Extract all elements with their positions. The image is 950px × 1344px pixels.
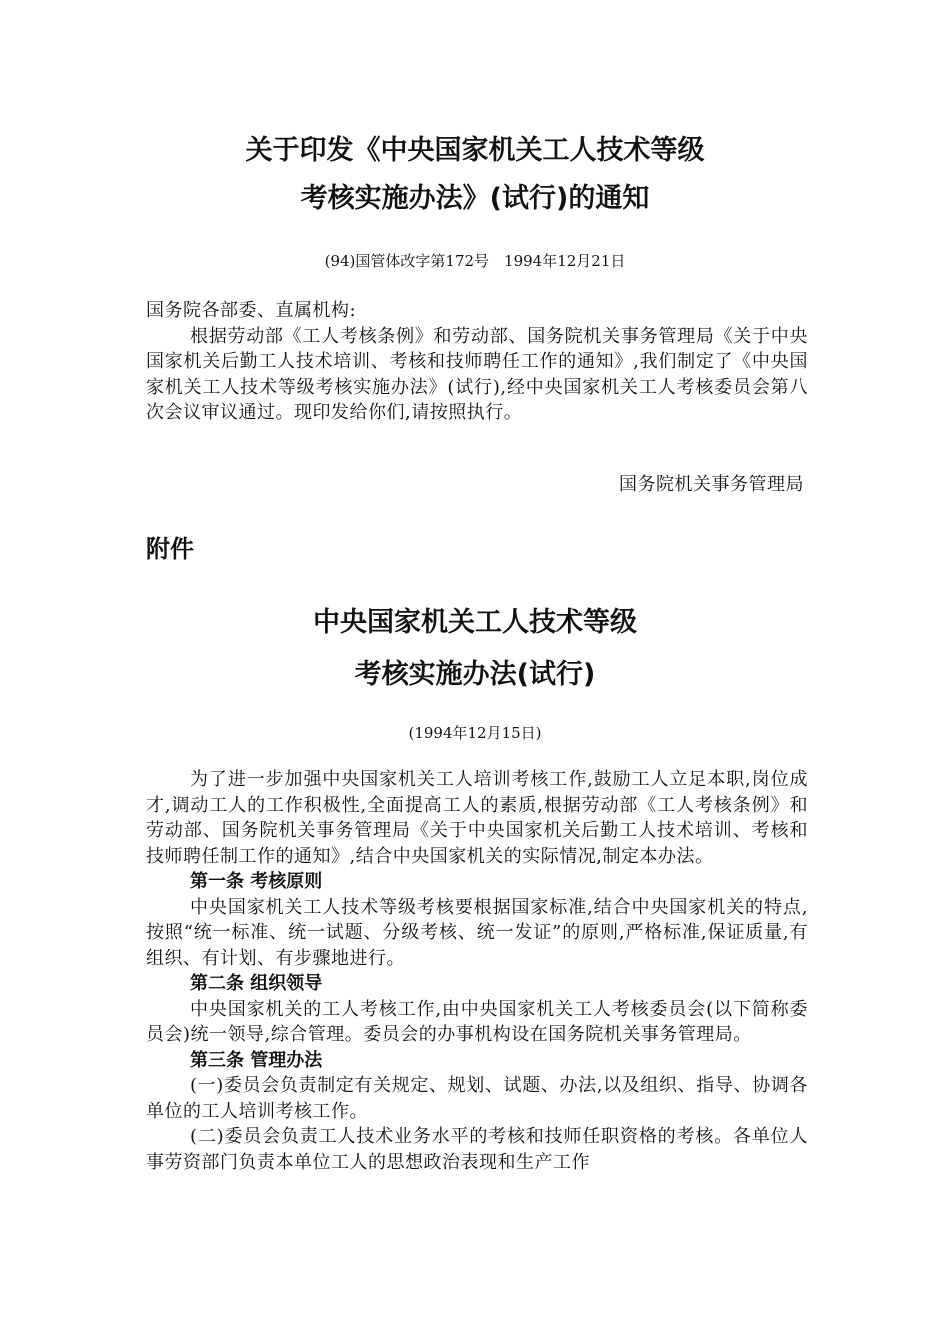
attachment-intro: 为了进一步加强中央国家机关工人培训考核工作,鼓励工人立足本职,岗位成才,调动工人的工作积极性,全面提高工人的素质,根据劳动部《工人考核条例》和劳动部、国务院机关事务管理局《关于中央国家机关后勤工人技术培训、考核和技师聘任制工作的通知》,结合中央国家机关的实际情况,制定本办法。 (146, 769, 808, 867)
attachment-title-line1: 中央国家机关工人技术等级 (313, 607, 637, 638)
attachment-heading: 附件 (146, 535, 194, 563)
notice-body-block (146, 298, 808, 426)
article-title: 第二条 组织领导 (190, 973, 323, 994)
attachment-title-line2: 考核实施办法(试行) (354, 659, 596, 690)
article-paragraph: (二)委员会负责工人技术业务水平的考核和技师任职资格的考核。各单位人事劳资部门负责本单位工人的思想政治表现和生产工作 (146, 1126, 808, 1173)
notice-title-line2: 考核实施办法》(试行)的通知 (300, 183, 650, 214)
article-title: 第一条 考核原则 (190, 871, 323, 892)
notice-signature: 国务院机关事务管理局 (619, 474, 804, 495)
notice-doc-number-date: (94)国管体改字第172号 1994年12月21日 (324, 252, 626, 270)
article-paragraph: (一)委员会负责制定有关规定、规划、试题、办法,以及组织、指导、协调各单位的工人培训考核工作。 (146, 1075, 808, 1122)
notice-body-text: 根据劳动部《工人考核条例》和劳动部、国务院机关事务管理局《关于中央国家机关后勤工人技术培训、考核和技师聘任工作的通知》,我们制定了《中央国家机关工人技术等级考核实施办法》(试行),经中央国家机关工人考核委员会第八次会议审议通过。现印发给你们,请按照执行。 (146, 325, 808, 423)
notice-salutation: 国务院各部委、直属机构: (146, 300, 357, 321)
attachment-date: (1994年12月15日) (408, 724, 542, 742)
attachment-body-block (146, 767, 808, 1175)
notice-title-line1: 关于印发《中央国家机关工人技术等级 (245, 135, 705, 166)
article-paragraph: 中央国家机关的工人考核工作,由中央国家机关工人考核委员会(以下简称委员会)统一领导,综合管理。委员会的办事机构设在国务院机关事务管理局。 (146, 998, 808, 1045)
article-title: 第三条 管理办法 (190, 1049, 323, 1071)
article-paragraph: 中央国家机关工人技术等级考核要根据国家标准,结合中央国家机关的特点,按照“统一标准、统一试题、分级考核、统一发证”的原则,严格标准,保证质量,有组织、有计划、有步骤地进行。 (146, 896, 808, 969)
